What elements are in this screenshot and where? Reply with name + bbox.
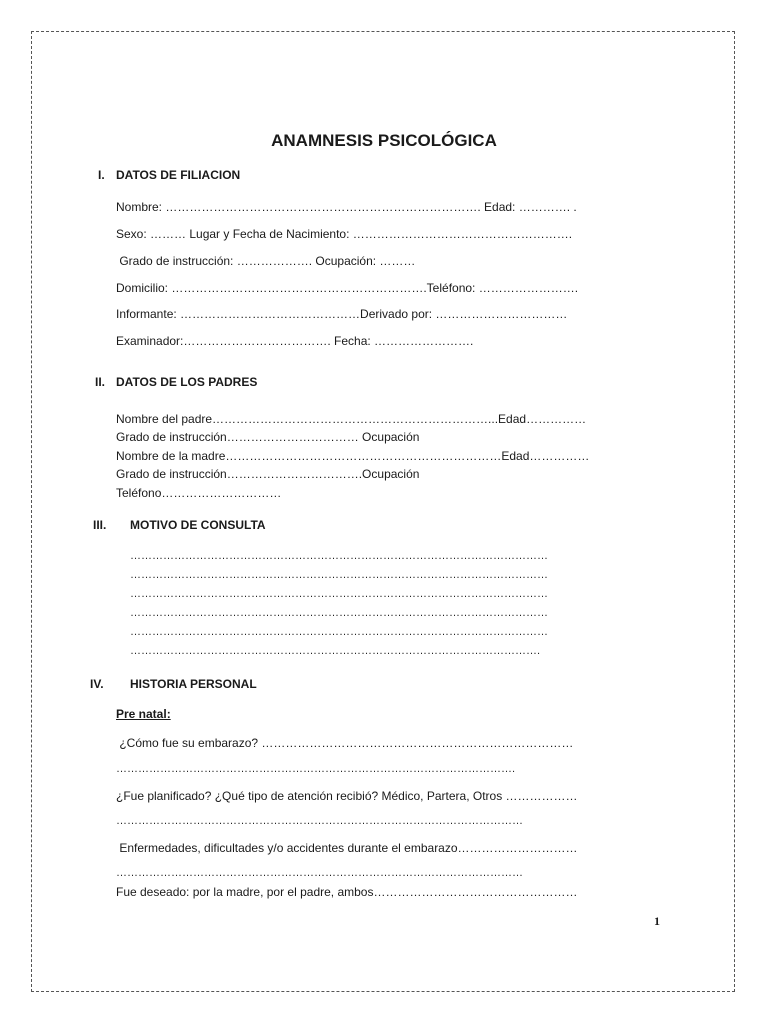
motivo-line: …………………………………………………………………………………………………… xyxy=(130,588,548,600)
field-nombre-padre: Nombre del padre……………………………………………………………...Edad…………… xyxy=(116,412,587,426)
subsection-prenatal: Pre natal: xyxy=(116,707,171,721)
field-nombre-madre: Nombre de la madre……………………………………………………………Edad…………… xyxy=(116,449,590,463)
section-3-title: MOTIVO DE CONSULTA xyxy=(130,518,266,532)
field-instruccion-ocupacion: Grado de instrucción: ………………. Ocupación: ……… xyxy=(116,254,416,268)
section-1-title: DATOS DE FILIACION xyxy=(116,168,241,182)
section-4-number: IV. xyxy=(90,677,104,691)
field-embarazo: ¿Cómo fue su embarazo? …………………………………………………………………… xyxy=(116,736,574,750)
motivo-line: …………………………………………………………………………………………………… xyxy=(130,550,548,562)
field-telefono-padres: Teléfono………………………… xyxy=(116,486,282,500)
field-deseado: Fue deseado: por la madre, por el padre, ambos…………………………………………… xyxy=(116,885,578,899)
field-enfermedades-cont: ………………………………………………………………………………………………… xyxy=(116,867,523,879)
section-2-number: II. xyxy=(95,375,106,389)
field-informante-derivado: Informante: ………………………………………Derivado por: …………………………… xyxy=(116,307,568,321)
section-1-number: I. xyxy=(98,168,105,182)
section-2-title: DATOS DE LOS PADRES xyxy=(116,375,258,389)
section-4-title: HISTORIA PERSONAL xyxy=(130,677,257,691)
field-instruccion-padre: Grado de instrucción…………………………… Ocupación xyxy=(116,430,420,444)
motivo-line: …………………………………………………………………………………………………. xyxy=(130,645,541,657)
field-instruccion-madre: Grado de instrucción…………………………….Ocupación xyxy=(116,467,420,481)
field-embarazo-cont: ………………………………………………………………………………………………. xyxy=(116,763,516,775)
field-planificado: ¿Fue planificado? ¿Qué tipo de atención recibió? Médico, Partera, Otros ……………… xyxy=(116,789,578,803)
field-planificado-cont: ………………………………………………………………………………………………… xyxy=(116,815,523,827)
field-nombre-edad: Nombre: ……………………………………………………………………. Edad: …………. . xyxy=(116,200,577,214)
motivo-line: …………………………………………………………………………………………………… xyxy=(130,607,548,619)
page-number: 1 xyxy=(654,914,660,928)
motivo-line: …………………………………………………………………………………………………… xyxy=(130,626,548,638)
document-title: ANAMNESIS PSICOLÓGICA xyxy=(271,131,497,150)
field-sexo-nacimiento: Sexo: ……… Lugar y Fecha de Nacimiento: ………………………………………………. xyxy=(116,227,573,241)
field-domicilio-telefono: Domicilio: ……………………………………………………….Teléfono: ……………………. xyxy=(116,281,579,295)
field-enfermedades: Enfermedades, dificultades y/o accidentes durante el embarazo………………………… xyxy=(116,841,578,855)
section-3-number: III. xyxy=(93,518,107,532)
motivo-line: …………………………………………………………………………………………………… xyxy=(130,569,548,581)
field-examinador-fecha: Examinador:………………………………. Fecha: ……………………. xyxy=(116,334,474,348)
